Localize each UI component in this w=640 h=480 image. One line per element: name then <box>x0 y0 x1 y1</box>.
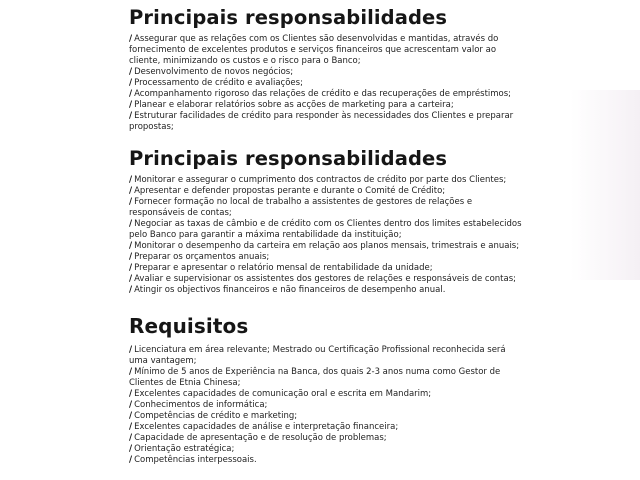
slash-bullet-icon: / <box>129 186 133 197</box>
slash-bullet-icon: / <box>129 444 133 455</box>
list-item: / Preparar e apresentar o relatório mensal de rentabilidade da unidade; <box>129 263 433 274</box>
slash-bullet-icon: / <box>129 100 133 111</box>
slash-bullet-icon: / <box>129 455 133 466</box>
list-item: / Apresentar e defender propostas perante e durante o Comité de Crédito; <box>129 186 446 197</box>
list-item: / Acompanhamento rigoroso das relações de crédito e das recuperações de empréstimos; <box>129 89 512 100</box>
slash-bullet-icon: / <box>129 67 133 78</box>
slash-bullet-icon: / <box>129 252 133 263</box>
slash-bullet-icon: / <box>129 274 133 285</box>
list-item: / Monitorar e assegurar o cumprimento dos contractos de crédito por parte dos Clientes; <box>129 175 507 185</box>
slash-bullet-icon: / <box>129 34 133 44</box>
slash-bullet-icon: / <box>129 389 133 400</box>
requirements-list <box>129 345 524 467</box>
slash-bullet-icon: / <box>129 367 133 378</box>
list-item: / Monitorar o desempenho da carteira em relação aos planos mensais, trimestrais e anuais; <box>129 241 520 252</box>
list-item: / Licenciatura em área relevante; Mestrado ou Certificação Profissional reconhecida será uma vantagem; <box>129 345 506 367</box>
slash-bullet-icon: / <box>129 175 133 185</box>
list-item: / Processamento de crédito e avaliações; <box>129 78 303 89</box>
slash-bullet-icon: / <box>129 345 133 355</box>
slash-bullet-icon: / <box>129 89 133 100</box>
responsibilities-section-1 <box>129 6 524 133</box>
slash-bullet-icon: / <box>129 400 133 411</box>
list-item: / Planear e elaborar relatórios sobre as acções de marketing para a carteira; <box>129 100 454 111</box>
slash-bullet-icon: / <box>129 422 133 433</box>
list-item: / Desenvolvimento de novos negócios; <box>129 67 294 78</box>
slash-bullet-icon: / <box>129 111 133 122</box>
responsibilities-list-1 <box>129 34 524 133</box>
list-item: / Atingir os objectivos financeiros e não financeiros de desempenho anual. <box>129 285 446 296</box>
slash-bullet-icon: / <box>129 197 133 208</box>
list-item: / Competências de crédito e marketing; <box>129 411 298 422</box>
list-item: / Excelentes capacidades de comunicação oral e escrita em Mandarim; <box>129 389 432 400</box>
section-heading: Requisitos <box>129 314 249 338</box>
list-item: / Competências interpessoais. <box>129 455 257 466</box>
slash-bullet-icon: / <box>129 78 133 89</box>
list-item: / Avaliar e supervisionar os assistentes dos gestores de relações e responsáveis de contas; <box>129 274 517 285</box>
requirements-section <box>129 315 524 467</box>
list-item: / Assegurar que as relações com os Clientes são desenvolvidas e mantidas, através do fornecimento de excelentes produtos e serviços financeiros que acrescentam valor ao cliente, minimizando os custos e o risco para o Banco; <box>129 34 499 67</box>
slash-bullet-icon: / <box>129 433 133 444</box>
list-item: / Estruturar facilidades de crédito para responder às necessidades dos Clientes e preparar propostas; <box>129 111 514 133</box>
slash-bullet-icon: / <box>129 219 133 230</box>
slash-bullet-icon: / <box>129 263 133 274</box>
section-heading: Principais responsabilidades <box>129 6 448 29</box>
list-item: / Orientação estratégica; <box>129 444 235 455</box>
list-item: / Capacidade de apresentação e de resolução de problemas; <box>129 433 387 444</box>
list-item: / Negociar as taxas de câmbio e de crédito com os Clientes dentro dos limites estabelecidos pelo Banco para garantir a máxima rentabilidade da instituição; <box>129 219 522 241</box>
list-item: / Excelentes capacidades de análise e interpretação financeira; <box>129 422 399 433</box>
responsibilities-section-2 <box>129 147 524 297</box>
responsibilities-list-2 <box>129 175 524 297</box>
list-item: / Fornecer formação no local de trabalho a assistentes de gestores de relações e responsáveis de contas; <box>129 197 473 219</box>
slash-bullet-icon: / <box>129 411 133 422</box>
list-item: / Conhecimentos de informática; <box>129 400 268 411</box>
section-heading: Principais responsabilidades <box>129 147 448 170</box>
slash-bullet-icon: / <box>129 285 133 296</box>
slash-bullet-icon: / <box>129 241 133 252</box>
list-item: / Mínimo de 5 anos de Experiência na Banca, dos quais 2-3 anos numa como Gestor de Clientes de Etnia Chinesa; <box>129 367 501 389</box>
list-item: / Preparar os orçamentos anuais; <box>129 252 270 263</box>
